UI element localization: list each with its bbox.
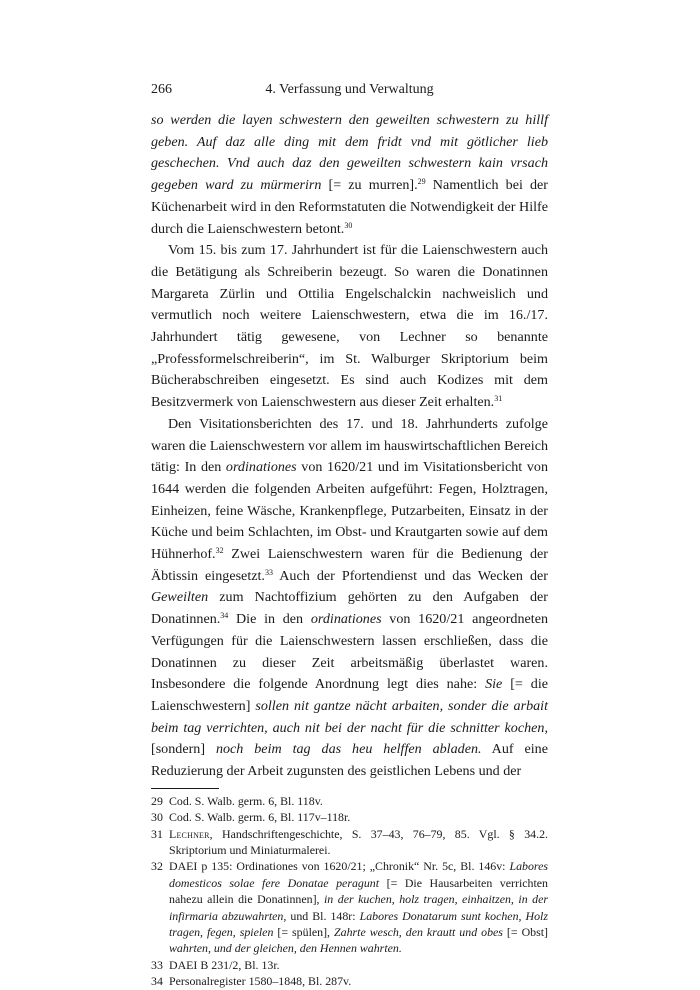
text-run: Vom 15. bis zum 17. Jahrhundert ist für die Laienschwestern auch die Betätigung als Schreiberin bezeugt. So waren die Donatinnen Margareta Zürlin und Ottilia Engelschalckin nachweislich und vermutlich noch weitere Laienschwestern, etwa die im 16./17. Jahrhundert tätig gewesene, von Lechner so benannte „Professformelschreiberin“, im St. Walburger Skriptorium beim Bücherabschreiben eingesetzt. Es sind auch Kodizes mit dem Besitzvermerk von Laienschwestern aus dieser Zeit erhalten. xyxy=(151,242,548,411)
footnote-number: 30 xyxy=(151,810,163,825)
text-run: Cod. S. Walb. germ. 6, Bl. 117v–118r. xyxy=(169,810,351,825)
text-run: Den Visitationsberichten des 17. und 18. Jahrhunderts zufolge waren die Laienschwestern vor allem im hauswirtschaftlichen Bereich tätig: In den xyxy=(151,415,548,476)
text-run: Personalregister 1580–1848, Bl. 287v. xyxy=(169,974,352,989)
page-number: 266 xyxy=(151,82,172,97)
text-run: Zwei Laienschwestern waren für die Bedienung der Äbtissin eingesetzt. xyxy=(151,546,548,584)
text-run: Die in den xyxy=(228,611,311,628)
text-run: und Bl. 148r: xyxy=(286,908,360,923)
italic-text: in der kuchen, holz tragen, einhaitzen, in der infirmaria abzuwahrten, xyxy=(169,892,548,923)
author-name: Lechner xyxy=(169,826,210,841)
text-run: zum Nachtoffizium gehörten zu den Aufgaben der Donatinnen. xyxy=(151,589,548,628)
footnote xyxy=(151,793,548,809)
footnote-number: 32 xyxy=(151,859,163,874)
italic-text: Labores Donatarum sunt kochen, Holz tragen, fegen, spielen xyxy=(169,908,548,940)
italic-text: Labores domesticos solae fere Donatae peragunt xyxy=(169,859,548,890)
footnote xyxy=(151,826,548,859)
footnote-text xyxy=(169,809,548,825)
text-run: von 1620/21 angeordneten Verfügungen für die Laienschwestern lassen erschließen, dass die Donatinnen zu dieser Zeit arbeitsmäßig überlastet waren. Insbesondere die folgende Anordnung legt dies nahe: xyxy=(151,611,548,693)
text-run: [sondern] xyxy=(151,741,216,758)
text-run: [= zu murren]. xyxy=(321,177,418,194)
text-run: Auf eine Reduzierung der Arbeit zugunsten des geistlichen Lebens und der xyxy=(151,741,548,780)
italic-text: Geweilten xyxy=(151,589,209,606)
book-page xyxy=(151,82,548,990)
footnote-reference: 30 xyxy=(344,220,353,230)
paragraph xyxy=(151,110,548,240)
italic-text: Zahrte wesch, den krautt und obes xyxy=(334,925,503,940)
text-run: [= Die Hausarbeiten verrichten nahezu allein die Donatinnen], xyxy=(169,875,548,907)
paragraph xyxy=(151,414,548,783)
footnote-reference: 31 xyxy=(494,394,503,404)
text-run: [= Obst] xyxy=(502,925,549,940)
italic-text: sollen nit gantze nächt arbaiten, sonder die arbait beim tag verrichten, auch nit bei der nacht für die schnitter kochen, xyxy=(151,697,549,736)
footnote-text xyxy=(169,858,548,956)
footnote xyxy=(151,973,548,989)
footnote-number: 31 xyxy=(151,826,163,841)
footnote-text xyxy=(169,957,548,973)
italic-text: ordinationes xyxy=(225,459,297,476)
text-run: DAEI p 135: Ordinationes von 1620/21; „Chronik“ Nr. 5c, Bl. 146v: xyxy=(169,859,510,874)
text-run: DAEI B 231/2, Bl. 13r. xyxy=(169,957,280,972)
footnote-reference: 33 xyxy=(264,567,273,577)
footnote-number: 34 xyxy=(151,974,163,989)
footnote xyxy=(151,858,548,956)
main-text xyxy=(151,110,548,783)
italic-text: ordinationes xyxy=(310,611,382,628)
footnote-separator xyxy=(151,788,219,789)
text-run: [= die Laienschwestern] xyxy=(151,676,548,714)
footnote xyxy=(151,809,548,825)
page-header xyxy=(151,82,548,104)
footnote-number: 29 xyxy=(151,793,163,808)
text-run: Namentlich bei der Küchenarbeit wird in den Reformstatuten die Notwendigkeit der Hilfe durch die Laienschwestern betont. xyxy=(151,177,548,237)
footnote xyxy=(151,957,548,973)
text-run: [= spülen], xyxy=(273,925,335,940)
italic-text: so werden die layen schwestern den geweilten schwestern zu hillf geben. Auf daz alle ding mit dem fridt vnd mit götlicher lieb geschechen. Vnd auch daz den geweilten schwestern kain vrsach gegeben ward zu mürmerirn xyxy=(151,112,548,194)
text-run: , Handschriftengeschichte, S. 37–43, 76–79, 85. Vgl. § 34.2. Skriptorium und Miniaturmalerei. xyxy=(169,826,548,858)
text-run: Auch der Pfortendienst und das Wecken der xyxy=(272,567,548,584)
footnotes xyxy=(151,793,548,990)
italic-text: Sie xyxy=(485,676,503,693)
footnote-number: 33 xyxy=(151,957,163,972)
footnote-reference: 34 xyxy=(220,611,229,621)
footnote-text xyxy=(169,826,548,859)
footnote-text xyxy=(169,793,548,809)
footnote-reference: 32 xyxy=(215,546,224,556)
text-run: Cod. S. Walb. germ. 6, Bl. 118v. xyxy=(169,793,323,808)
footnote-text xyxy=(169,973,548,989)
running-head: 4. Verfassung und Verwaltung xyxy=(265,82,434,97)
text-run: von 1620/21 und im Visitationsbericht von 1644 werden die folgenden Arbeiten aufgeführt: Fegen, Holztragen, Einheizen, feine Wäsche, Krankenpflege, Putzarbeiten, Einsatz in der Küche und beim Schlachten, im Obst- und Krautgarten sowie auf dem Hühnerhof. xyxy=(151,459,548,563)
paragraph xyxy=(151,240,548,414)
italic-text: wahrten, und der gleichen, den Hennen wahrten. xyxy=(169,941,402,956)
footnote-reference: 29 xyxy=(417,177,426,187)
italic-text: noch beim tag das heu helffen abladen. xyxy=(215,741,482,758)
